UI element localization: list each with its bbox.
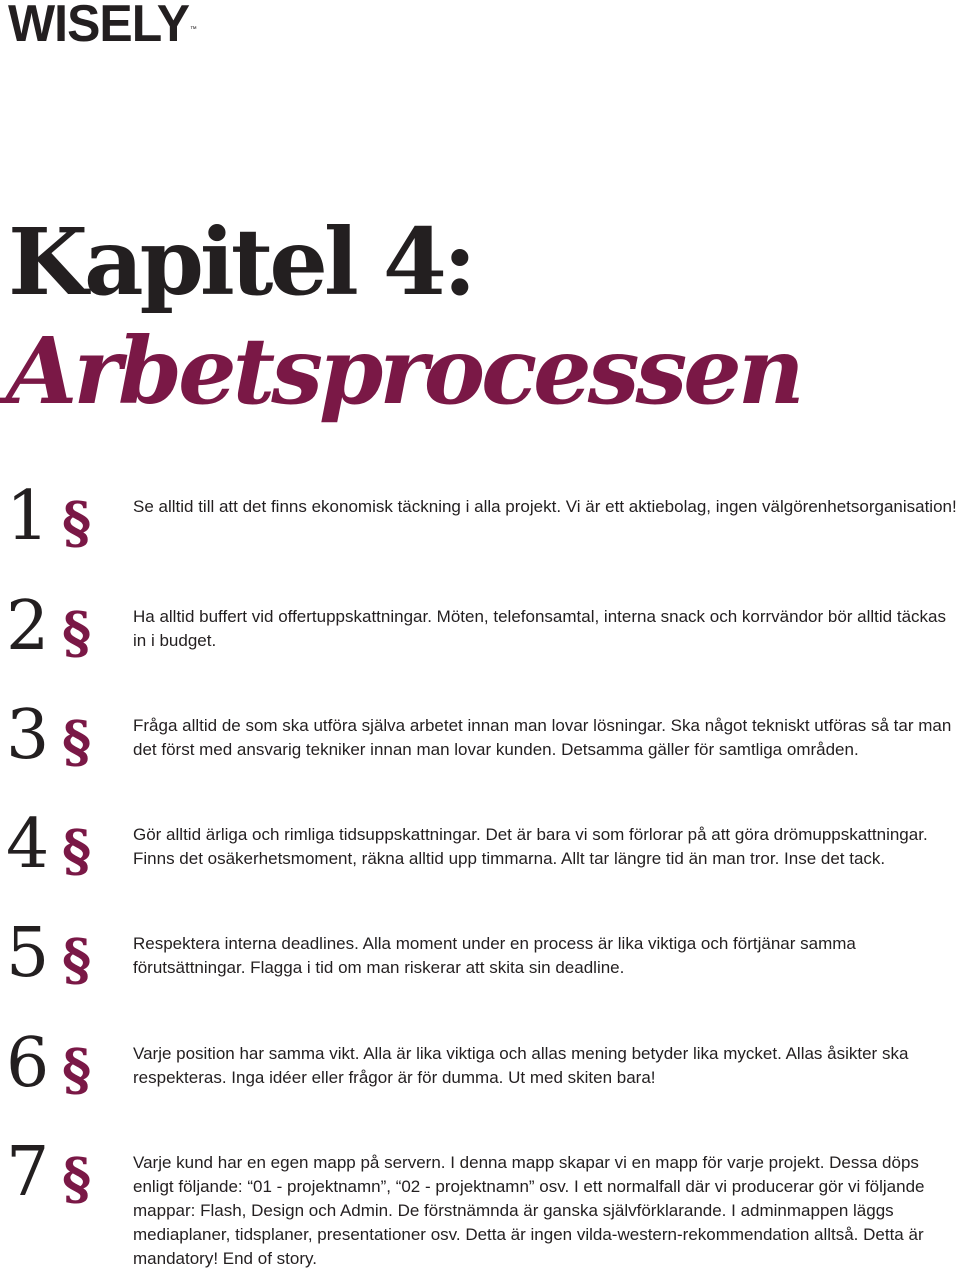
section-symbol-icon: § (62, 1146, 92, 1212)
rule-item-7 (0, 1133, 960, 1268)
rule-text: Fråga alltid de som ska utföra själva arbetet innan man lovar lösningar. Ska något tekniskt utföras så tar man det först med ansvarig tekniker innan man lovar kunden. Detsamma gäller för samtliga områden. (133, 716, 952, 759)
rule-item-2 (0, 587, 960, 703)
section-symbol-icon: § (62, 709, 92, 775)
rule-number: 6 (6, 1024, 50, 1103)
rule-text: Ha alltid buffert vid offertuppskattningar. Möten, telefonsamtal, interna snack och korrvändor bör alltid täckas in i budget. (133, 607, 946, 650)
rule-number: 7 (6, 1133, 50, 1212)
rule-item-4 (0, 805, 960, 921)
rule-number: 1 (6, 477, 50, 556)
section-symbol-icon: § (62, 490, 92, 556)
rule-number: 3 (6, 696, 50, 775)
chapter-title: Kapitel 4: (8, 208, 473, 316)
rule-number: 2 (6, 587, 50, 666)
rule-text: Varje kund har en egen mapp på servern. I denna mapp skapar vi en mapp för varje projekt. Dessa döps enligt följande: “01 - projektnamn”, “02 - projektnamn” osv. I ett normalfall där vi producerar gör vi följande mappar: Flash, Design och Admin. De förstnämnda är ganska självförklarande. I adminmappen läggs mediaplaner, tidsplaner, presentationer osv. Detta är ingen vilda-western-rekommendation alltså. Detta är mandatory! End of story. (133, 1153, 925, 1268)
rule-text: Se alltid till att det finns ekonomisk täckning i alla projekt. Vi är ett aktiebolag, ingen välgörenhetsorganisation! (133, 497, 957, 516)
rule-number: 4 (6, 805, 50, 884)
logo-text: WISELY (8, 0, 190, 53)
rule-text: Gör alltid ärliga och rimliga tidsuppskattningar. Det är bara vi som förlorar på att göra drömuppskattningar. Finns det osäkerhetsmoment, räkna alltid upp timmarna. Allt tar längre tid än man tror. Inse det tack. (133, 825, 928, 868)
rule-number: 5 (6, 914, 50, 993)
rule-text: Varje position har samma vikt. Alla är lika viktiga och allas mening betyder lika mycket. Allas åsikter ska respekteras. Inga idéer eller frågor är för dumma. Ut med skiten bara! (133, 1044, 909, 1087)
trademark-symbol: ™ (189, 26, 197, 33)
section-symbol-icon: § (62, 927, 92, 993)
section-symbol-icon: § (62, 600, 92, 666)
section-symbol-icon: § (62, 818, 92, 884)
rule-item-5 (0, 914, 960, 1030)
rule-text: Respektera interna deadlines. Alla moment under en process är lika viktiga och förtjänar samma förutsättningar. Flagga i tid om man riskerar att skita sin deadline. (133, 934, 856, 977)
chapter-subtitle: Arbetsprocessen (6, 317, 801, 425)
rule-item-6 (0, 1024, 960, 1140)
section-symbol-icon: § (62, 1037, 92, 1103)
rule-item-1 (0, 477, 960, 593)
rule-item-3 (0, 696, 960, 812)
wisely-logo (8, 0, 197, 53)
